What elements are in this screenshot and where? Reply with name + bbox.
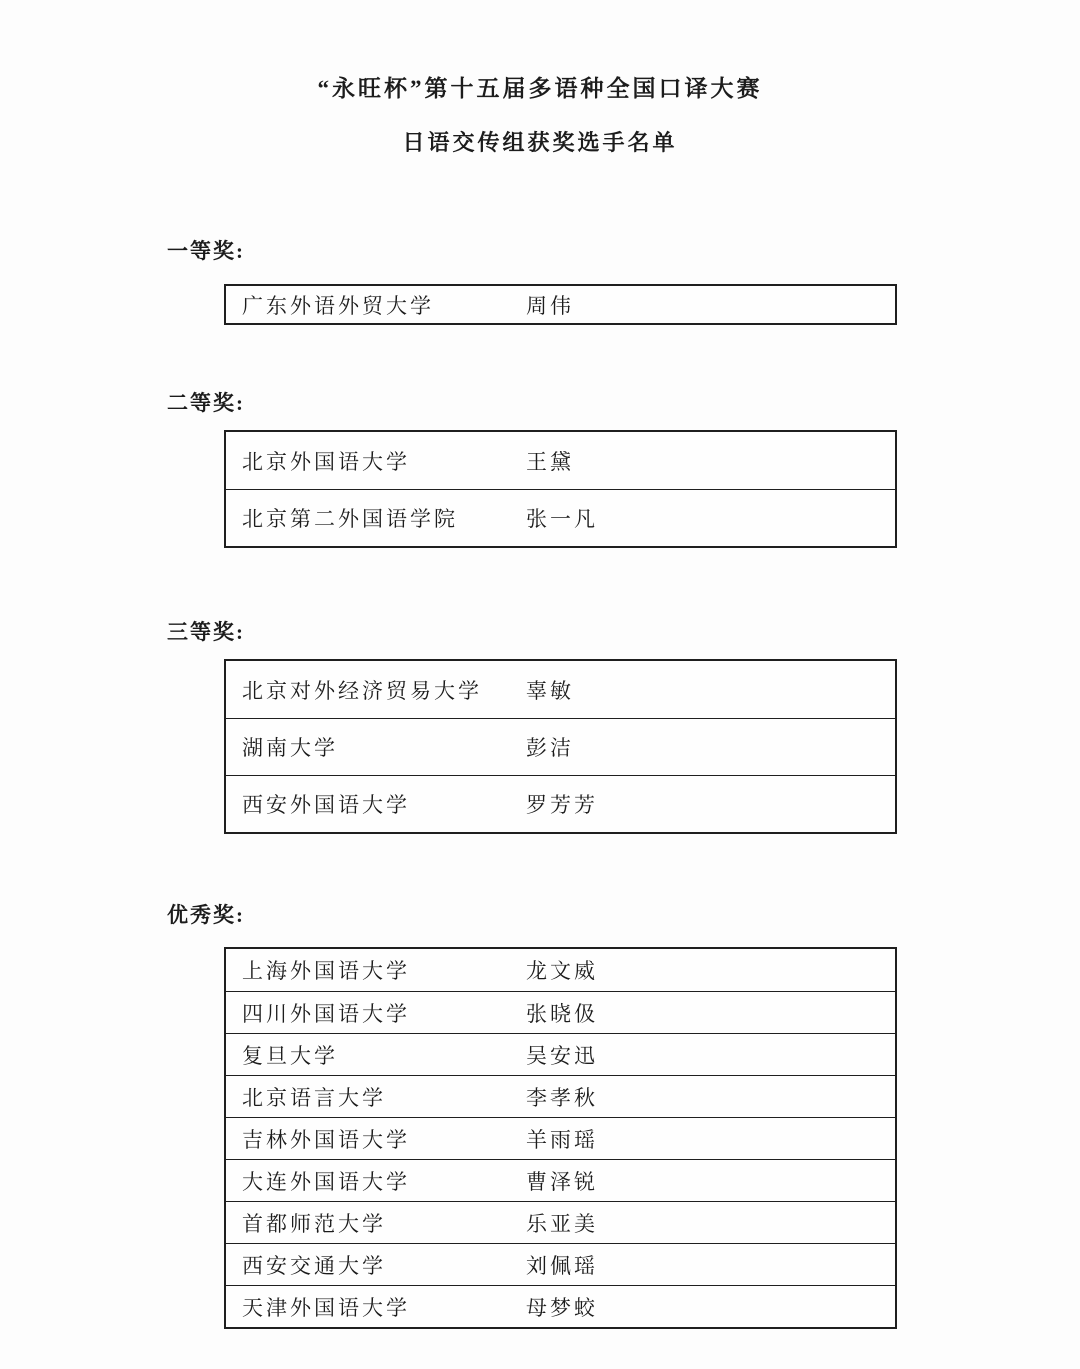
school-cell: 西安交通大学 bbox=[242, 1253, 386, 1278]
table-row bbox=[226, 718, 895, 775]
table-row bbox=[226, 1201, 895, 1243]
document-title: “永旺杯”第十五届多语种全国口译大赛 bbox=[317, 76, 763, 101]
table-row bbox=[226, 432, 895, 489]
winner-name-cell: 张一凡 bbox=[526, 507, 598, 531]
third-prize-table bbox=[224, 659, 897, 834]
school-cell: 西安外国语大学 bbox=[242, 793, 410, 817]
school-cell: 北京外国语大学 bbox=[242, 449, 410, 474]
table-row bbox=[226, 489, 895, 546]
school-cell: 复旦大学 bbox=[242, 1043, 338, 1068]
winner-name-cell: 乐亚美 bbox=[526, 1211, 598, 1236]
document-subtitle: 日语交传组获奖选手名单 bbox=[402, 130, 678, 155]
winner-name-cell: 龙文威 bbox=[526, 959, 598, 983]
winner-name-cell: 李孝秋 bbox=[526, 1085, 598, 1110]
school-cell: 湖南大学 bbox=[242, 736, 338, 760]
first-prize-heading: 一等奖: bbox=[167, 239, 245, 263]
table-row bbox=[226, 1117, 895, 1159]
third-prize-heading: 三等奖: bbox=[167, 620, 245, 644]
table-row bbox=[226, 775, 895, 832]
table-row bbox=[226, 1159, 895, 1201]
school-cell: 四川外国语大学 bbox=[242, 1001, 410, 1026]
winner-name-cell: 辜敏 bbox=[526, 678, 574, 703]
excellence-award-heading: 优秀奖: bbox=[167, 903, 245, 927]
winner-name-cell: 吴安迅 bbox=[526, 1043, 598, 1068]
table-row bbox=[226, 991, 895, 1033]
table-row bbox=[226, 1033, 895, 1075]
winner-name-cell: 王黛 bbox=[526, 449, 574, 474]
school-cell: 首都师范大学 bbox=[242, 1211, 386, 1236]
table-row bbox=[226, 286, 895, 323]
winner-name-cell: 母梦蛟 bbox=[526, 1295, 598, 1320]
excellence-award-table bbox=[224, 947, 897, 1329]
school-cell: 广东外语外贸大学 bbox=[242, 293, 434, 318]
school-cell: 天津外国语大学 bbox=[242, 1295, 410, 1320]
second-prize-heading: 二等奖: bbox=[167, 391, 245, 415]
table-row bbox=[226, 1243, 895, 1285]
winner-name-cell: 张晓伋 bbox=[526, 1001, 598, 1026]
first-prize-table bbox=[224, 284, 897, 325]
school-cell: 上海外国语大学 bbox=[242, 959, 410, 983]
school-cell: 吉林外国语大学 bbox=[242, 1127, 410, 1152]
winner-name-cell: 罗芳芳 bbox=[526, 793, 598, 817]
table-row bbox=[226, 661, 895, 718]
table-row bbox=[226, 1075, 895, 1117]
table-row bbox=[226, 1285, 895, 1327]
second-prize-table bbox=[224, 430, 897, 548]
school-cell: 大连外国语大学 bbox=[242, 1169, 410, 1194]
winner-name-cell: 曹泽锐 bbox=[526, 1169, 598, 1194]
winner-name-cell: 刘佩瑶 bbox=[526, 1253, 598, 1278]
winner-name-cell: 羊雨瑶 bbox=[526, 1127, 598, 1152]
school-cell: 北京第二外国语学院 bbox=[242, 507, 458, 531]
school-cell: 北京对外经济贸易大学 bbox=[242, 678, 482, 703]
table-row bbox=[226, 949, 895, 991]
winner-name-cell: 彭洁 bbox=[526, 736, 574, 760]
school-cell: 北京语言大学 bbox=[242, 1085, 386, 1110]
winner-name-cell: 周伟 bbox=[526, 293, 574, 318]
